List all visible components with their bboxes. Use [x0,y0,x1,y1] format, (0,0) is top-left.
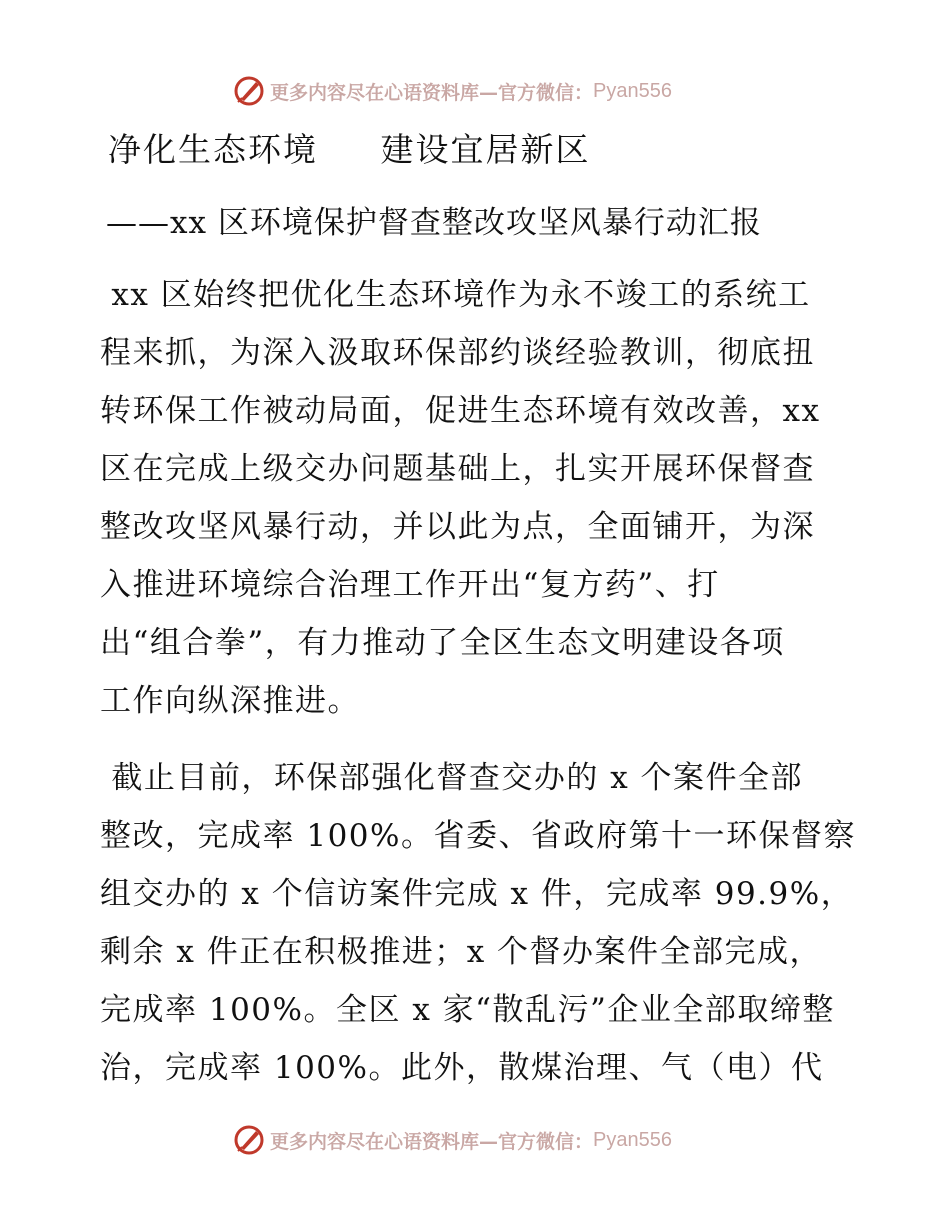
text-line: 出“组合拳”，有力推动了全区生态文明建设各项 [100,625,785,661]
footer-watermark [232,1123,672,1157]
text-line: 整改攻坚风暴行动，并以此为点，全面铺开，为深 [100,509,815,545]
paragraph-1 [100,266,860,730]
text-line: 完成率 100%。全区 x 家“散乱污”企业全部取缔整 [100,992,835,1028]
watermark-wechat-id: Pyan556 [593,1128,672,1151]
text-line: 程来抓，为深入汲取环保部约谈经验教训，彻底扭 [100,335,815,371]
quill-logo-icon [232,1123,266,1157]
text-line: 组交办的 x 个信访案件完成 x 件，完成率 99.9%， [100,876,854,912]
text-line: 转环保工作被动局面，促进生态环境有效改善，xx [100,393,821,429]
text-line: 区在完成上级交办问题基础上，扎实开展环保督查 [100,451,815,487]
text-line: 工作向纵深推进。 [100,683,360,719]
text-line: 整改，完成率 100%。省委、省政府第十一环保督察 [100,818,856,854]
document-subtitle: ——xx 区环境保护督查整改攻坚风暴行动汇报 [106,205,762,241]
watermark-text: 更多内容尽在心语资料库—官方微信： [270,1130,594,1153]
document-title: 净化生态环境 建设宜居新区 [108,130,591,169]
text-line: 入推进环境综合治理工作开出“复方药”、打 [100,567,720,603]
text-line: 治，完成率 100%。此外，散煤治理、气（电）代 [100,1050,824,1086]
quill-logo-icon [232,74,266,108]
text-line: 截止目前，环保部强化督查交办的 x 个案件全部 [100,760,804,796]
text-line: xx 区始终把优化生态环境作为永不竣工的系统工 [100,277,811,313]
header-watermark [232,74,672,108]
watermark-text: 更多内容尽在心语资料库—官方微信： [270,81,594,104]
paragraph-2 [100,749,860,1097]
watermark-wechat-id: Pyan556 [593,79,672,102]
text-line: 剩余 x 件正在积极推进；x 个督办案件全部完成， [100,934,823,970]
